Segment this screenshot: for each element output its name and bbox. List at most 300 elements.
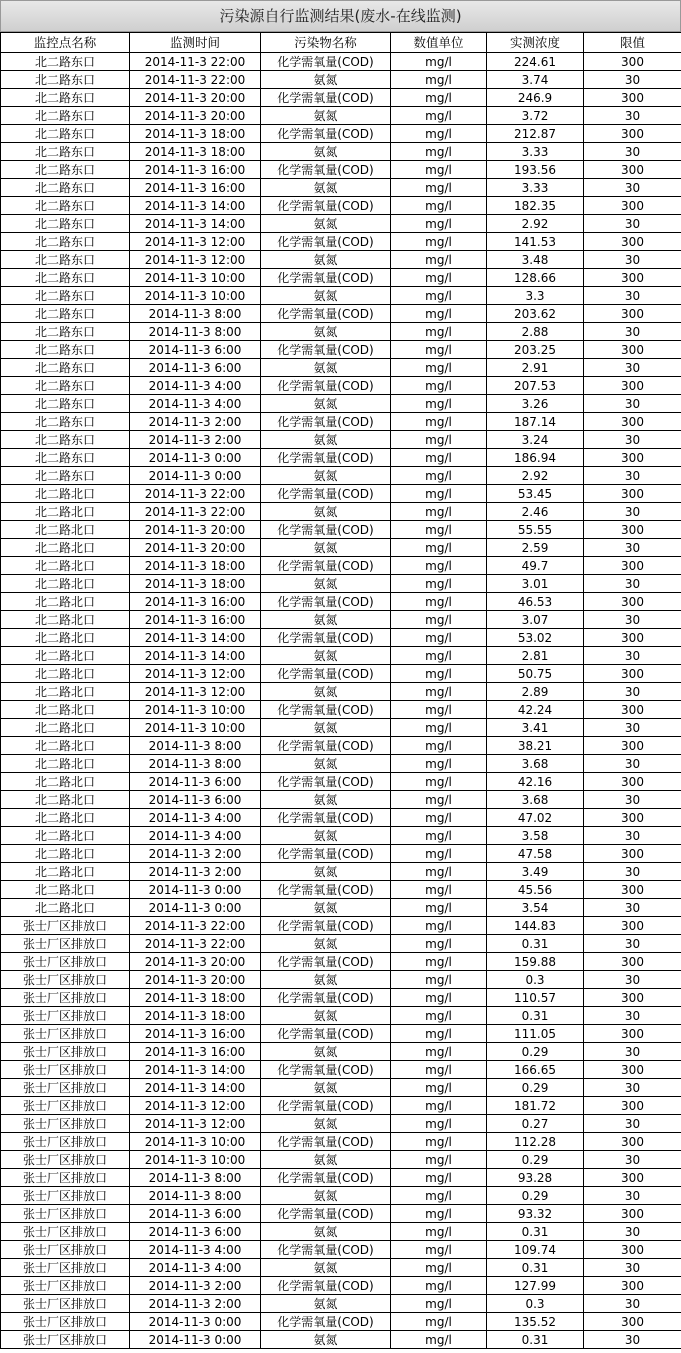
monitoring-time-cell: 2014-11-3 0:00	[130, 899, 261, 917]
unit-cell: mg/l	[391, 305, 487, 323]
table-row	[1, 863, 681, 881]
unit-cell: mg/l	[391, 773, 487, 791]
concentration-cell: 2.91	[487, 359, 584, 377]
unit-cell: mg/l	[391, 341, 487, 359]
pollutant-name-cell: 氨氮	[261, 1151, 391, 1169]
table-row	[1, 1277, 681, 1295]
concentration-cell: 3.68	[487, 755, 584, 773]
concentration-cell: 3.49	[487, 863, 584, 881]
pollutant-name-cell: 化学需氧量(COD)	[261, 377, 391, 395]
unit-cell: mg/l	[391, 665, 487, 683]
pollutant-name-cell: 化学需氧量(COD)	[261, 1169, 391, 1187]
table-row	[1, 125, 681, 143]
concentration-cell: 110.57	[487, 989, 584, 1007]
table-row	[1, 935, 681, 953]
monitoring-point-cell: 张士厂区排放口	[1, 1043, 130, 1061]
concentration-cell: 2.88	[487, 323, 584, 341]
concentration-cell: 3.26	[487, 395, 584, 413]
monitoring-time-cell: 2014-11-3 8:00	[130, 737, 261, 755]
pollutant-name-cell: 化学需氧量(COD)	[261, 269, 391, 287]
monitoring-point-cell: 张士厂区排放口	[1, 1277, 130, 1295]
monitoring-time-cell: 2014-11-3 12:00	[130, 1097, 261, 1115]
pollutant-name-cell: 化学需氧量(COD)	[261, 809, 391, 827]
monitoring-time-cell: 2014-11-3 2:00	[130, 845, 261, 863]
monitoring-time-cell: 2014-11-3 6:00	[130, 773, 261, 791]
unit-cell: mg/l	[391, 539, 487, 557]
table-header-row	[1, 33, 681, 53]
monitoring-time-cell: 2014-11-3 18:00	[130, 143, 261, 161]
table-row	[1, 683, 681, 701]
monitoring-time-cell: 2014-11-3 8:00	[130, 1187, 261, 1205]
pollutant-name-cell: 氨氮	[261, 899, 391, 917]
concentration-cell: 38.21	[487, 737, 584, 755]
monitoring-point-cell: 北二路东口	[1, 467, 130, 485]
table-row	[1, 521, 681, 539]
unit-cell: mg/l	[391, 683, 487, 701]
pollutant-name-cell: 氨氮	[261, 1079, 391, 1097]
monitoring-point-cell: 北二路北口	[1, 881, 130, 899]
column-header-limit: 限值	[584, 33, 681, 53]
limit-cell: 30	[584, 215, 681, 233]
unit-cell: mg/l	[391, 953, 487, 971]
pollutant-name-cell: 氨氮	[261, 1007, 391, 1025]
limit-cell: 30	[584, 719, 681, 737]
table-row	[1, 1115, 681, 1133]
pollutant-name-cell: 化学需氧量(COD)	[261, 845, 391, 863]
limit-cell: 300	[584, 269, 681, 287]
concentration-cell: 109.74	[487, 1241, 584, 1259]
limit-cell: 300	[584, 953, 681, 971]
unit-cell: mg/l	[391, 1097, 487, 1115]
pollutant-name-cell: 氨氮	[261, 1223, 391, 1241]
monitoring-point-cell: 北二路北口	[1, 611, 130, 629]
table-row	[1, 143, 681, 161]
table-row	[1, 1079, 681, 1097]
concentration-cell: 2.92	[487, 467, 584, 485]
monitoring-time-cell: 2014-11-3 16:00	[130, 593, 261, 611]
limit-cell: 30	[584, 71, 681, 89]
monitoring-point-cell: 北二路东口	[1, 395, 130, 413]
unit-cell: mg/l	[391, 161, 487, 179]
pollutant-name-cell: 化学需氧量(COD)	[261, 953, 391, 971]
pollutant-name-cell: 氨氮	[261, 431, 391, 449]
table-row	[1, 251, 681, 269]
pollutant-name-cell: 氨氮	[261, 1043, 391, 1061]
monitoring-point-cell: 张士厂区排放口	[1, 935, 130, 953]
monitoring-time-cell: 2014-11-3 6:00	[130, 791, 261, 809]
monitoring-point-cell: 北二路东口	[1, 161, 130, 179]
concentration-cell: 224.61	[487, 53, 584, 71]
table-row	[1, 89, 681, 107]
unit-cell: mg/l	[391, 449, 487, 467]
unit-cell: mg/l	[391, 1259, 487, 1277]
unit-cell: mg/l	[391, 359, 487, 377]
pollutant-name-cell: 氨氮	[261, 971, 391, 989]
monitoring-results-table	[0, 32, 681, 1349]
limit-cell: 300	[584, 305, 681, 323]
unit-cell: mg/l	[391, 845, 487, 863]
unit-cell: mg/l	[391, 593, 487, 611]
table-row	[1, 449, 681, 467]
concentration-cell: 3.74	[487, 71, 584, 89]
concentration-cell: 2.59	[487, 539, 584, 557]
limit-cell: 30	[584, 287, 681, 305]
limit-cell: 300	[584, 917, 681, 935]
table-row	[1, 665, 681, 683]
monitoring-point-cell: 北二路北口	[1, 557, 130, 575]
limit-cell: 30	[584, 791, 681, 809]
monitoring-point-cell: 北二路东口	[1, 251, 130, 269]
limit-cell: 30	[584, 1115, 681, 1133]
monitoring-point-cell: 北二路东口	[1, 341, 130, 359]
limit-cell: 300	[584, 1169, 681, 1187]
unit-cell: mg/l	[391, 215, 487, 233]
monitoring-point-cell: 北二路北口	[1, 755, 130, 773]
unit-cell: mg/l	[391, 827, 487, 845]
unit-cell: mg/l	[391, 647, 487, 665]
pollutant-name-cell: 氨氮	[261, 107, 391, 125]
table-row	[1, 53, 681, 71]
concentration-cell: 212.87	[487, 125, 584, 143]
unit-cell: mg/l	[391, 143, 487, 161]
unit-cell: mg/l	[391, 1331, 487, 1349]
unit-cell: mg/l	[391, 1313, 487, 1331]
monitoring-point-cell: 北二路东口	[1, 215, 130, 233]
monitoring-point-cell: 张士厂区排放口	[1, 1115, 130, 1133]
monitoring-point-cell: 张士厂区排放口	[1, 1223, 130, 1241]
pollutant-name-cell: 氨氮	[261, 287, 391, 305]
pollutant-name-cell: 氨氮	[261, 467, 391, 485]
limit-cell: 30	[584, 935, 681, 953]
table-row	[1, 1133, 681, 1151]
concentration-cell: 193.56	[487, 161, 584, 179]
limit-cell: 300	[584, 665, 681, 683]
limit-cell: 30	[584, 1007, 681, 1025]
table-row	[1, 269, 681, 287]
limit-cell: 300	[584, 737, 681, 755]
limit-cell: 300	[584, 53, 681, 71]
pollutant-name-cell: 化学需氧量(COD)	[261, 521, 391, 539]
limit-cell: 300	[584, 197, 681, 215]
pollutant-name-cell: 化学需氧量(COD)	[261, 233, 391, 251]
limit-cell: 30	[584, 971, 681, 989]
table-row	[1, 755, 681, 773]
monitoring-time-cell: 2014-11-3 22:00	[130, 485, 261, 503]
monitoring-time-cell: 2014-11-3 10:00	[130, 1151, 261, 1169]
pollutant-name-cell: 化学需氧量(COD)	[261, 881, 391, 899]
table-row	[1, 989, 681, 1007]
pollutant-name-cell: 化学需氧量(COD)	[261, 413, 391, 431]
concentration-cell: 127.99	[487, 1277, 584, 1295]
concentration-cell: 53.45	[487, 485, 584, 503]
monitoring-point-cell: 北二路东口	[1, 125, 130, 143]
concentration-cell: 50.75	[487, 665, 584, 683]
pollutant-name-cell: 氨氮	[261, 215, 391, 233]
table-row	[1, 215, 681, 233]
pollutant-name-cell: 化学需氧量(COD)	[261, 197, 391, 215]
table-row	[1, 233, 681, 251]
monitoring-point-cell: 张士厂区排放口	[1, 953, 130, 971]
monitoring-point-cell: 张士厂区排放口	[1, 989, 130, 1007]
monitoring-point-cell: 张士厂区排放口	[1, 1079, 130, 1097]
pollutant-name-cell: 化学需氧量(COD)	[261, 1097, 391, 1115]
monitoring-time-cell: 2014-11-3 8:00	[130, 755, 261, 773]
concentration-cell: 3.3	[487, 287, 584, 305]
unit-cell: mg/l	[391, 881, 487, 899]
monitoring-time-cell: 2014-11-3 16:00	[130, 161, 261, 179]
pollutant-name-cell: 氨氮	[261, 251, 391, 269]
monitoring-point-cell: 张士厂区排放口	[1, 1295, 130, 1313]
table-row	[1, 503, 681, 521]
limit-cell: 300	[584, 1277, 681, 1295]
unit-cell: mg/l	[391, 1223, 487, 1241]
monitoring-time-cell: 2014-11-3 8:00	[130, 305, 261, 323]
monitoring-point-cell: 北二路北口	[1, 665, 130, 683]
monitoring-time-cell: 2014-11-3 4:00	[130, 377, 261, 395]
pollutant-name-cell: 化学需氧量(COD)	[261, 593, 391, 611]
limit-cell: 300	[584, 1205, 681, 1223]
column-header-monitoring-point: 监控点名称	[1, 33, 130, 53]
pollutant-name-cell: 化学需氧量(COD)	[261, 341, 391, 359]
monitoring-time-cell: 2014-11-3 18:00	[130, 557, 261, 575]
limit-cell: 300	[584, 881, 681, 899]
monitoring-time-cell: 2014-11-3 0:00	[130, 449, 261, 467]
table-row	[1, 1151, 681, 1169]
concentration-cell: 0.31	[487, 1331, 584, 1349]
limit-cell: 30	[584, 467, 681, 485]
table-row	[1, 377, 681, 395]
monitoring-point-cell: 北二路东口	[1, 305, 130, 323]
monitoring-point-cell: 北二路东口	[1, 53, 130, 71]
pollutant-name-cell: 化学需氧量(COD)	[261, 1061, 391, 1079]
unit-cell: mg/l	[391, 485, 487, 503]
monitoring-point-cell: 北二路北口	[1, 503, 130, 521]
concentration-cell: 0.31	[487, 1007, 584, 1025]
monitoring-time-cell: 2014-11-3 12:00	[130, 683, 261, 701]
table-row	[1, 881, 681, 899]
table-row	[1, 305, 681, 323]
limit-cell: 300	[584, 1241, 681, 1259]
table-row	[1, 773, 681, 791]
limit-cell: 300	[584, 809, 681, 827]
monitoring-point-cell: 张士厂区排放口	[1, 1187, 130, 1205]
monitoring-point-cell: 北二路东口	[1, 143, 130, 161]
limit-cell: 30	[584, 539, 681, 557]
unit-cell: mg/l	[391, 1241, 487, 1259]
monitoring-point-cell: 北二路北口	[1, 791, 130, 809]
pollutant-name-cell: 化学需氧量(COD)	[261, 701, 391, 719]
unit-cell: mg/l	[391, 287, 487, 305]
limit-cell: 30	[584, 683, 681, 701]
unit-cell: mg/l	[391, 107, 487, 125]
table-row	[1, 1187, 681, 1205]
table-row	[1, 629, 681, 647]
concentration-cell: 3.58	[487, 827, 584, 845]
monitoring-time-cell: 2014-11-3 2:00	[130, 1277, 261, 1295]
monitoring-point-cell: 张士厂区排放口	[1, 1169, 130, 1187]
concentration-cell: 53.02	[487, 629, 584, 647]
monitoring-point-cell: 北二路北口	[1, 809, 130, 827]
concentration-cell: 42.16	[487, 773, 584, 791]
table-row	[1, 485, 681, 503]
concentration-cell: 3.24	[487, 431, 584, 449]
concentration-cell: 0.3	[487, 971, 584, 989]
monitoring-point-cell: 北二路东口	[1, 89, 130, 107]
table-row	[1, 1205, 681, 1223]
monitoring-time-cell: 2014-11-3 2:00	[130, 863, 261, 881]
limit-cell: 30	[584, 323, 681, 341]
monitoring-point-cell: 张士厂区排放口	[1, 971, 130, 989]
monitoring-time-cell: 2014-11-3 16:00	[130, 1025, 261, 1043]
monitoring-point-cell: 北二路北口	[1, 719, 130, 737]
unit-cell: mg/l	[391, 719, 487, 737]
monitoring-point-cell: 北二路东口	[1, 323, 130, 341]
table-row	[1, 287, 681, 305]
pollutant-name-cell: 氨氮	[261, 503, 391, 521]
concentration-cell: 207.53	[487, 377, 584, 395]
monitoring-point-cell: 北二路东口	[1, 359, 130, 377]
monitoring-time-cell: 2014-11-3 14:00	[130, 629, 261, 647]
pollutant-name-cell: 化学需氧量(COD)	[261, 1313, 391, 1331]
table-row	[1, 1295, 681, 1313]
concentration-cell: 0.31	[487, 935, 584, 953]
monitoring-time-cell: 2014-11-3 14:00	[130, 215, 261, 233]
unit-cell: mg/l	[391, 1133, 487, 1151]
unit-cell: mg/l	[391, 125, 487, 143]
monitoring-point-cell: 北二路东口	[1, 197, 130, 215]
concentration-cell: 0.27	[487, 1115, 584, 1133]
table-row	[1, 647, 681, 665]
monitoring-point-cell: 北二路北口	[1, 737, 130, 755]
unit-cell: mg/l	[391, 413, 487, 431]
unit-cell: mg/l	[391, 899, 487, 917]
monitoring-time-cell: 2014-11-3 18:00	[130, 125, 261, 143]
table-row	[1, 827, 681, 845]
pollutant-name-cell: 氨氮	[261, 323, 391, 341]
monitoring-time-cell: 2014-11-3 6:00	[130, 359, 261, 377]
pollutant-name-cell: 氨氮	[261, 827, 391, 845]
monitoring-time-cell: 2014-11-3 22:00	[130, 917, 261, 935]
concentration-cell: 93.32	[487, 1205, 584, 1223]
monitoring-time-cell: 2014-11-3 0:00	[130, 1313, 261, 1331]
unit-cell: mg/l	[391, 1295, 487, 1313]
monitoring-time-cell: 2014-11-3 16:00	[130, 179, 261, 197]
pollutant-name-cell: 化学需氧量(COD)	[261, 1277, 391, 1295]
monitoring-point-cell: 北二路北口	[1, 539, 130, 557]
unit-cell: mg/l	[391, 701, 487, 719]
pollutant-name-cell: 氨氮	[261, 395, 391, 413]
concentration-cell: 46.53	[487, 593, 584, 611]
pollutant-name-cell: 化学需氧量(COD)	[261, 125, 391, 143]
table-row	[1, 1331, 681, 1349]
table-row	[1, 701, 681, 719]
concentration-cell: 181.72	[487, 1097, 584, 1115]
limit-cell: 30	[584, 827, 681, 845]
monitoring-time-cell: 2014-11-3 2:00	[130, 1295, 261, 1313]
concentration-cell: 0.31	[487, 1223, 584, 1241]
limit-cell: 30	[584, 1151, 681, 1169]
column-header-pollutant: 污染物名称	[261, 33, 391, 53]
limit-cell: 300	[584, 521, 681, 539]
monitoring-time-cell: 2014-11-3 10:00	[130, 719, 261, 737]
limit-cell: 300	[584, 1061, 681, 1079]
monitoring-point-cell: 北二路北口	[1, 899, 130, 917]
monitoring-time-cell: 2014-11-3 18:00	[130, 1007, 261, 1025]
concentration-cell: 2.46	[487, 503, 584, 521]
table-row	[1, 593, 681, 611]
unit-cell: mg/l	[391, 1007, 487, 1025]
limit-cell: 300	[584, 557, 681, 575]
table-row	[1, 953, 681, 971]
table-row	[1, 341, 681, 359]
monitoring-point-cell: 北二路东口	[1, 179, 130, 197]
concentration-cell: 203.25	[487, 341, 584, 359]
monitoring-point-cell: 北二路东口	[1, 233, 130, 251]
pollutant-name-cell: 氨氮	[261, 1187, 391, 1205]
unit-cell: mg/l	[391, 1115, 487, 1133]
table-row	[1, 719, 681, 737]
limit-cell: 300	[584, 629, 681, 647]
concentration-cell: 3.07	[487, 611, 584, 629]
monitoring-time-cell: 2014-11-3 16:00	[130, 1043, 261, 1061]
monitoring-point-cell: 北二路北口	[1, 647, 130, 665]
concentration-cell: 3.54	[487, 899, 584, 917]
concentration-cell: 135.52	[487, 1313, 584, 1331]
unit-cell: mg/l	[391, 737, 487, 755]
monitoring-time-cell: 2014-11-3 10:00	[130, 269, 261, 287]
concentration-cell: 0.31	[487, 1259, 584, 1277]
monitoring-time-cell: 2014-11-3 20:00	[130, 107, 261, 125]
table-row	[1, 161, 681, 179]
concentration-cell: 2.81	[487, 647, 584, 665]
table-row	[1, 1097, 681, 1115]
unit-cell: mg/l	[391, 395, 487, 413]
monitoring-point-cell: 北二路北口	[1, 845, 130, 863]
unit-cell: mg/l	[391, 863, 487, 881]
monitoring-time-cell: 2014-11-3 2:00	[130, 413, 261, 431]
limit-cell: 300	[584, 1313, 681, 1331]
table-row	[1, 575, 681, 593]
concentration-cell: 49.7	[487, 557, 584, 575]
pollutant-name-cell: 氨氮	[261, 1295, 391, 1313]
unit-cell: mg/l	[391, 917, 487, 935]
monitoring-point-cell: 张士厂区排放口	[1, 1025, 130, 1043]
concentration-cell: 182.35	[487, 197, 584, 215]
monitoring-time-cell: 2014-11-3 12:00	[130, 1115, 261, 1133]
monitoring-point-cell: 张士厂区排放口	[1, 1007, 130, 1025]
concentration-cell: 159.88	[487, 953, 584, 971]
concentration-cell: 55.55	[487, 521, 584, 539]
limit-cell: 30	[584, 1295, 681, 1313]
table-row	[1, 107, 681, 125]
limit-cell: 30	[584, 575, 681, 593]
monitoring-point-cell: 北二路北口	[1, 593, 130, 611]
monitoring-time-cell: 2014-11-3 4:00	[130, 1259, 261, 1277]
table-row	[1, 557, 681, 575]
table-row	[1, 791, 681, 809]
column-header-monitoring-time: 监测时间	[130, 33, 261, 53]
report-title: 污染源自行监测结果(废水-在线监测)	[0, 0, 681, 32]
pollutant-name-cell: 化学需氧量(COD)	[261, 1241, 391, 1259]
pollutant-name-cell: 化学需氧量(COD)	[261, 989, 391, 1007]
concentration-cell: 0.29	[487, 1043, 584, 1061]
monitoring-time-cell: 2014-11-3 12:00	[130, 233, 261, 251]
concentration-cell: 246.9	[487, 89, 584, 107]
monitoring-time-cell: 2014-11-3 8:00	[130, 1169, 261, 1187]
limit-cell: 300	[584, 1097, 681, 1115]
monitoring-time-cell: 2014-11-3 2:00	[130, 431, 261, 449]
monitoring-time-cell: 2014-11-3 18:00	[130, 989, 261, 1007]
